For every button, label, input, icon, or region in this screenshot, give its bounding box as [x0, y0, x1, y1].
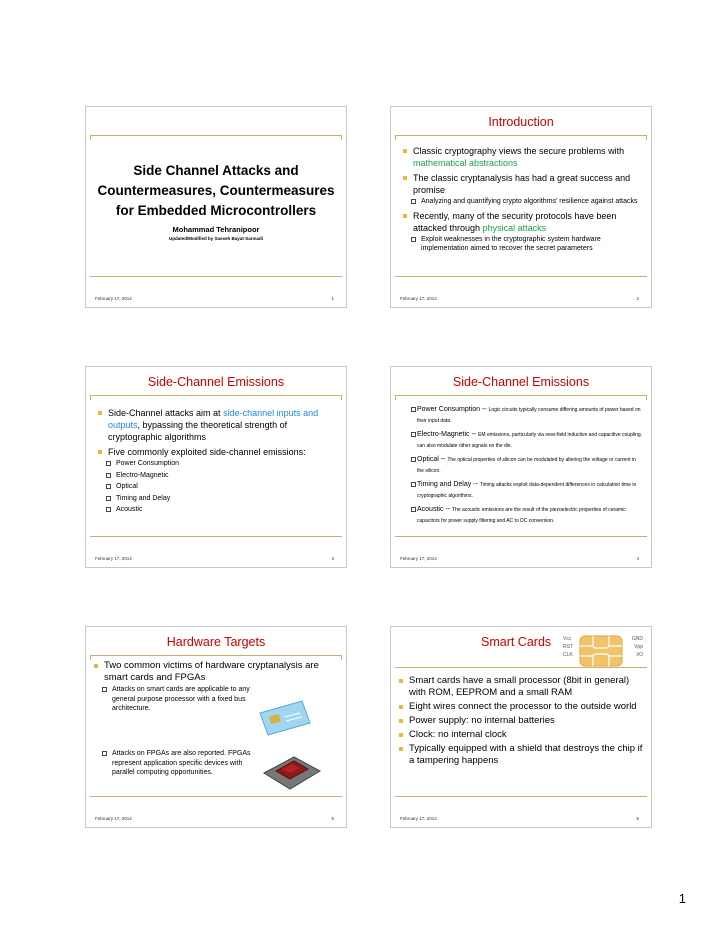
slide-number: 2 — [636, 296, 639, 301]
sub-bullet: Attacks on smart cards are applicable to any general purpose processor with a fixed bus architecture. — [90, 685, 338, 714]
sub-bullet: Analyzing and quantifying crypto algorithms' resilience against attacks — [399, 197, 643, 207]
bullet: The classic cryptanalysis has had a great success and promise — [399, 172, 643, 196]
sub-bullet: Optical -- The optical properties of silicon can be modulated by altering the voltage or current in the silicon. — [399, 455, 643, 476]
slide-date: February 17, 2014 — [95, 816, 132, 821]
slide-title: Hardware Targets — [166, 635, 266, 649]
bullet: Two common victims of hardware cryptanalysis are smart cards and FPGAs — [90, 660, 338, 684]
slide-3 — [85, 366, 347, 568]
slide-title: Smart Cards — [481, 635, 552, 649]
fpga-chip-image — [262, 747, 322, 793]
slide-1 — [85, 106, 347, 308]
sub-bullet: Power Consumption -- Logic circuits typically consume differing amounts of power based on their input data. — [399, 405, 643, 426]
smart-card-image — [256, 697, 312, 737]
slide-number: 4 — [636, 556, 639, 561]
slide-number: 5 — [331, 816, 334, 821]
bullet-list — [399, 145, 643, 257]
slide-title: Side-Channel Emissions — [452, 375, 590, 389]
sub-bullet: Acoustic -- The acoustic emissions are the result of the piezoelectric properties of ceramic capacitors for power supply filtering and AC to DC conversion. — [399, 505, 643, 526]
slide-divider — [90, 135, 342, 136]
bullet-list — [395, 675, 643, 769]
sub-bullet: Timing and Delay — [94, 494, 338, 504]
slide-4 — [390, 366, 652, 568]
slide-5 — [85, 626, 347, 828]
sub-bullet: Power Consumption — [94, 459, 338, 469]
smart-card-contacts-image: Vcc RST CLK GND Vpp I/O — [563, 635, 643, 669]
bullet: Typically equipped with a shield that destroys the chip if a tampering happens — [395, 743, 643, 767]
slide-number: 6 — [636, 816, 639, 821]
slide-date: February 17, 2014 — [95, 556, 132, 561]
slide-title: Introduction — [488, 115, 554, 129]
sub-bullet: Timing and Delay -- Timing attacks exploit data-dependent differences in calculation time in cryptographic algorithms. — [399, 480, 643, 501]
sub-bullet: Exploit weaknesses in the cryptographic system hardware implementation aimed to recover the secret parameters — [399, 235, 643, 254]
slide-date: February 17, 2014 — [400, 816, 437, 821]
sub-bullet: Optical — [94, 482, 338, 492]
slide-number: 3 — [331, 556, 334, 561]
bullet: Clock: no internal clock — [395, 729, 643, 741]
updated-by: Updated/Modified by Sasseh Bayat-Sarmadi — [168, 236, 264, 241]
slide-date: February 17, 2014 — [400, 296, 437, 301]
page-number: 1 — [678, 891, 686, 906]
sub-bullet: Attacks on FPGAs are also reported. FPGAs represent application specific devices with parallel computing opportunities. — [90, 749, 338, 778]
bullet-list — [399, 405, 643, 530]
bullet: Power supply: no internal batteries — [395, 715, 643, 727]
slide-number: 1 — [331, 296, 334, 301]
sub-bullet: Electro-Magnetic — [94, 471, 338, 481]
bullet: Eight wires connect the processor to the outside world — [395, 701, 643, 713]
bullet: Classic cryptography views the secure problems with mathematical abstractions — [399, 145, 643, 169]
author: Mohammad Tehranipoor — [172, 225, 260, 234]
slide-2 — [390, 106, 652, 308]
bullet: Smart cards have a small processor (8bit in general) with ROM, EEPROM and a small RAM — [395, 675, 643, 699]
slide-date: February 17, 2014 — [95, 296, 132, 301]
bullet-list — [94, 407, 338, 517]
bullet: Five commonly exploited side-channel emissions: — [94, 446, 338, 458]
bullet: Recently, many of the security protocols have been attacked through physical attacks — [399, 210, 643, 234]
bullet: Side-Channel attacks aim at side-channel inputs and outputs, bypassing the theoretical strength of cryptographic algorithms — [94, 407, 338, 443]
slide-6 — [390, 626, 652, 828]
slide-title: Side-Channel Emissions — [147, 375, 285, 389]
sub-bullet: Electro-Magnetic -- EM emissions, particularly via near-field inductive and capacitive coupling, can also modulate other signals on the die. — [399, 430, 643, 451]
slide-date: February 17, 2014 — [400, 556, 437, 561]
sub-bullet: Acoustic — [94, 505, 338, 515]
slide-title: Side Channel Attacks and Countermeasures, Countermeasures for Embedded Microcontrollers — [97, 163, 335, 218]
